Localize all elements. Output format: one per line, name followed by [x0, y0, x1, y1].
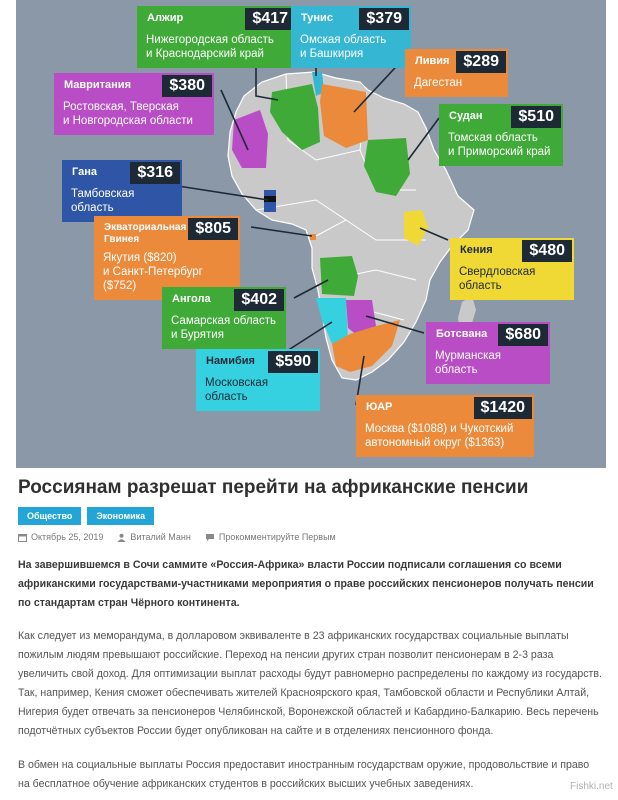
article-title: Россиянам разрешат перейти на африканские пенсии [18, 477, 529, 498]
label-namibia-country: Намибия [206, 355, 255, 367]
label-angola-line1: Самарская область [171, 315, 276, 327]
label-ghana-country: Гана [72, 166, 97, 178]
map-mauritania [232, 110, 268, 168]
label-south-africa [356, 395, 534, 457]
label-libya [405, 49, 508, 97]
label-eq-guinea-price: $805 [188, 218, 238, 240]
label-tunisia-price: $379 [359, 8, 409, 30]
map-eq-guinea [310, 234, 316, 240]
label-algeria-line1: Нижегородская область [146, 34, 274, 46]
label-sudan-line1: Томская область [448, 132, 538, 144]
label-algeria [137, 6, 297, 68]
comment-icon [205, 533, 215, 542]
article-lead: На завершившемся в Сочи саммите «Россия-Африка» власти России подписали соглашения со всеми африканскими государствами-участниками мероприятия о праве российских пенсионеров получать пенсии по стандартам стран Чёрного континента. [18, 559, 594, 609]
label-kenya [450, 238, 574, 300]
label-libya-price: $289 [456, 51, 506, 73]
label-tunisia-line1: Омская область [300, 34, 387, 46]
meta-comment-text[interactable]: Прокомментируйте Первым [218, 532, 336, 542]
label-eq-guinea-line2: и Санкт-Петербург ($752) [103, 266, 203, 292]
label-angola [162, 287, 286, 349]
label-botswana-country: Ботсвана [436, 328, 488, 340]
label-algeria-line2: и Краснодарский край [146, 48, 264, 60]
label-mauritania-line2: и Новгородская области [63, 115, 193, 127]
label-mauritania-country: Мавритания [64, 79, 131, 91]
label-botswana [426, 322, 550, 384]
label-mauritania [54, 73, 214, 135]
user-icon [117, 533, 126, 542]
label-namibia-price: $590 [268, 351, 318, 373]
label-mauritania-price: $380 [162, 75, 212, 97]
tag-society[interactable]: Общество [18, 507, 81, 525]
meta-date-text: Октябрь 25, 2019 [31, 532, 104, 542]
article-paragraph-1: Как следует из меморандума, в долларовом эквиваленте в 23 африканских государствах социальные выплаты пожилым людям превышают российские. Переход на пенсии других стран позволит пенсионерам в 2-3 раза увеличить свой доход. Для оптимизации выплат расходы будут равномерно распределены по каждому из государств. Так, например, Кения сможет обеспечивать жителей Красноярского края, Тамбовской области и Республики Алтай, Нигерия будет отвечать за пенсионеров Челябинской, Воронежской областей и Кабардино-Балкарию. Весь перечень подотчётных субъектов России будет опубликован на сайте и в отделениях пенсионного фонда. [18, 630, 602, 737]
label-sudan-line2: и Приморский край [448, 146, 551, 158]
label-kenya-price: $480 [522, 240, 572, 262]
label-south-africa-line2: автономный округ ($1363) [365, 437, 505, 449]
label-ghana-price: $316 [130, 162, 180, 184]
article-paragraph-2: В обмен на социальные выплаты Россия предоставит иностранным государствам оружие, продовольствие и право на бесплатное обучение африканских студентов в российских высших учебных заведениях. [18, 759, 590, 790]
label-tunisia-country: Тунис [301, 12, 333, 24]
map-namibia [316, 298, 348, 344]
label-namibia [196, 349, 320, 411]
label-sudan-price: $510 [511, 106, 561, 128]
label-eq-guinea-country: Экваториальная Гвинея [104, 222, 187, 245]
label-south-africa-line1: Москва ($1088) и Чукотский [365, 423, 514, 435]
label-tunisia-line2: и Башкирия [300, 48, 364, 60]
calendar-icon [18, 533, 27, 542]
label-sudan-country: Судан [449, 110, 483, 122]
label-south-africa-price: $1420 [474, 397, 533, 419]
label-ghana-line1: Тамбовская область [71, 188, 135, 214]
label-namibia-line1: Московская область [205, 377, 269, 403]
label-algeria-price: $417 [245, 8, 295, 30]
label-ghana [62, 160, 182, 222]
article-meta [18, 532, 336, 542]
label-angola-country: Ангола [172, 293, 211, 305]
label-eq-guinea-line1: Якутия ($820) [103, 252, 177, 264]
africa-pension-map [16, 0, 606, 468]
label-kenya-country: Кения [460, 244, 493, 256]
label-angola-line2: и Бурятия [171, 329, 224, 341]
article-tags [18, 507, 154, 525]
meta-comment[interactable] [205, 532, 336, 542]
label-kenya-line1: Свердловская область [459, 266, 536, 292]
label-libya-line1: Дагестан [414, 77, 463, 89]
label-botswana-line1: Мурманская область [435, 350, 502, 376]
label-mauritania-line1: Ростовская, Тверская [63, 101, 179, 113]
label-angola-price: $402 [234, 289, 284, 311]
label-south-africa-country: ЮАР [366, 401, 393, 413]
label-botswana-price: $680 [498, 324, 548, 346]
label-sudan [439, 104, 563, 166]
meta-author-text[interactable]: Виталий Манн [130, 532, 191, 542]
meta-date [18, 532, 103, 542]
watermark: Fishki.net [570, 781, 613, 792]
meta-author[interactable] [117, 532, 190, 542]
label-libya-country: Ливия [415, 55, 450, 67]
tag-economy[interactable]: Экономика [87, 507, 154, 525]
label-algeria-country: Алжир [147, 12, 184, 24]
map-angola [320, 256, 358, 296]
label-tunisia [291, 6, 411, 68]
